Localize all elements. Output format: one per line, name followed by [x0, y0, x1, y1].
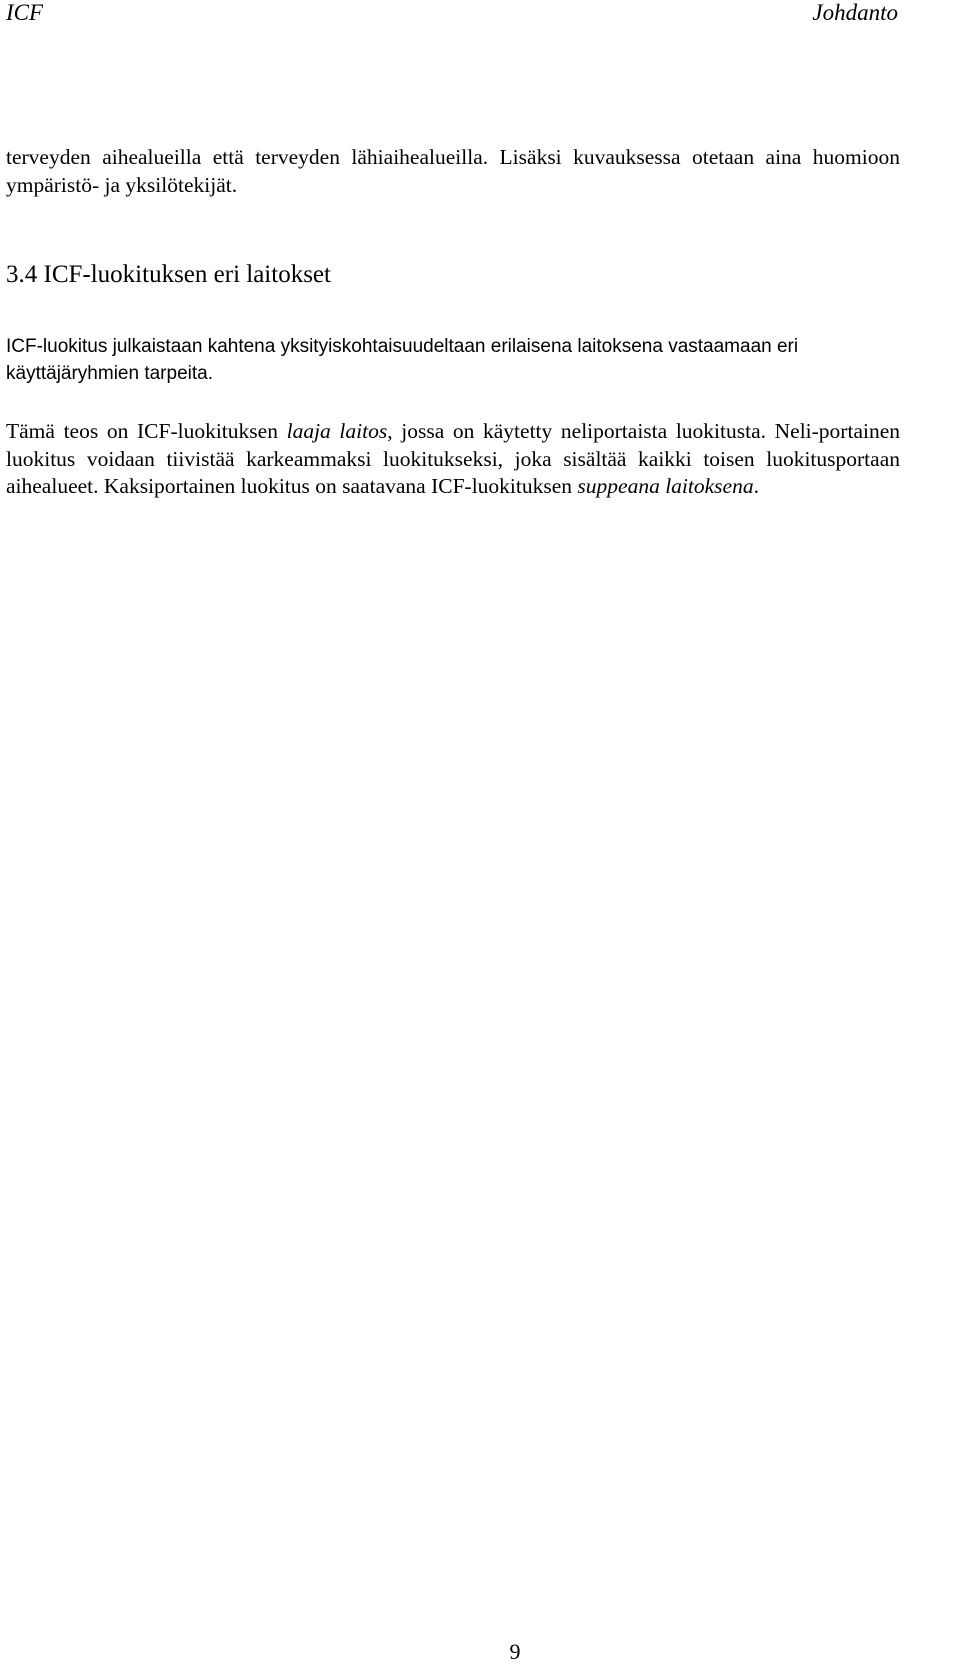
header-section: Johdanto — [812, 0, 898, 25]
paragraph-text: Tämä teos on ICF-luokituksen — [6, 419, 287, 443]
italic-term-short-edition: suppeana laitoksena — [577, 474, 754, 498]
paragraph-editions: ICF-luokitus julkaistaan kahtena yksityiskohtaisuudeltaan erilaisena laitoksena vastaamaan eri käyttäjäryhmien tarpeita. — [6, 336, 799, 384]
italic-term-full-edition: laaja laitos — [286, 419, 388, 443]
page-number: 9 — [509, 1639, 521, 1664]
header-title: ICF — [6, 0, 44, 25]
paragraph-full-edition — [6, 418, 900, 501]
paragraph-intro: terveyden aihealueilla että terveyden lähiaihealueilla. Lisäksi kuvauksessa otetaan aina huomioon ympäristö- ja yksilötekijät. — [6, 145, 900, 197]
paragraph-text: . — [753, 474, 759, 498]
paragraph-text: , jossa on käytetty neliportaista luokitusta. Neli-portainen luokitus voidaan tiivistää karkeammaksi luokitukseksi, joka sisältää kaikki toisen luokitusportaan aihealueet. Kaksiportainen luokitus on saatavana ICF-luokituksen — [6, 419, 901, 498]
section-heading: 3.4 ICF-luokituksen eri laitokset — [6, 261, 331, 288]
